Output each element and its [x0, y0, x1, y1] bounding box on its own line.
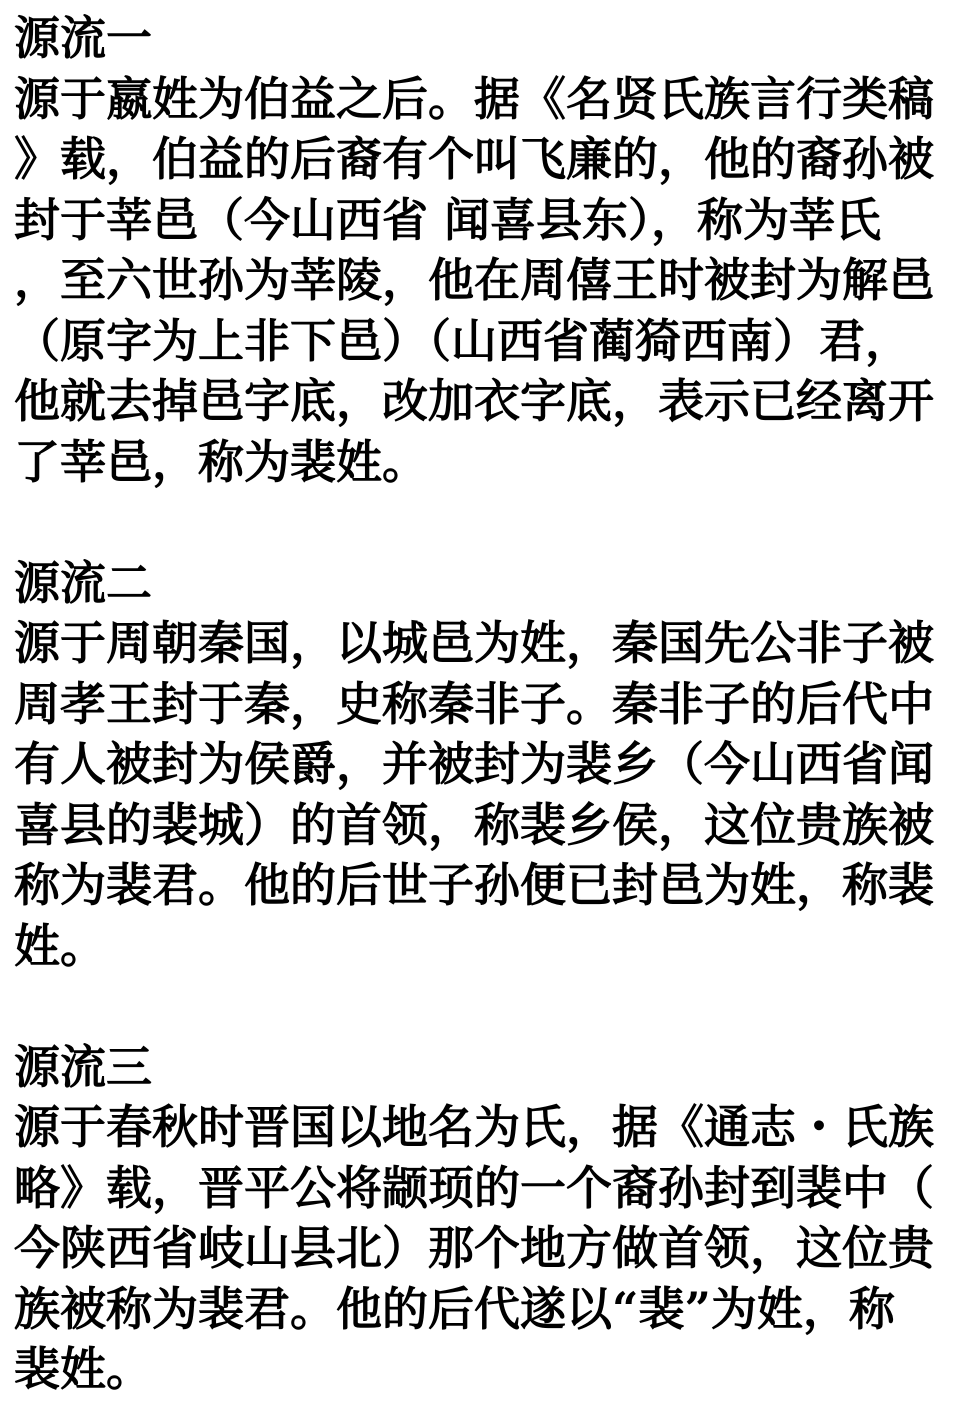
paragraph-line: 裴姓。: [14, 1342, 152, 1396]
paragraph-line: 封于莘邑（今山西省 闻喜县东），称为莘氏: [14, 192, 882, 247]
section-heading: 源流二: [14, 555, 152, 610]
origin-section-3: [14, 1037, 966, 1400]
paragraph-line: 》载，伯益的后裔有个叫飞廉的，他的裔孙被: [14, 132, 934, 186]
paragraph-line: 姓。: [14, 918, 106, 973]
paragraph-line: 了莘邑，称为裴姓。: [14, 434, 428, 489]
paragraph-line: ，至六世孙为莘陵，他在周僖王时被封为解邑: [14, 253, 934, 307]
paragraph-line: 源于春秋时晋国以地名为氏，据《通志・氏族: [14, 1100, 934, 1154]
paragraph-line: 源于周朝秦国，以城邑为姓，秦国先公非子被: [14, 616, 934, 670]
paragraph-line: （原字为上非下邑）（山西省蔺猗西南）君，: [14, 313, 911, 368]
paragraph-line: 源于嬴姓为伯益之后。据《名贤氏族言行类稿: [14, 71, 934, 126]
paragraph-line: 周孝王封于秦，史称秦非子。秦非子的后代中: [14, 676, 934, 731]
origin-section-1: [14, 8, 966, 492]
section-heading: 源流一: [14, 11, 152, 65]
paragraph-line: 今陕西省岐山县北）那个地方做首领，这位贵: [14, 1221, 934, 1275]
paragraph-line: 他就去掉邑字底，改加衣字底，表示已经离开: [14, 374, 934, 428]
paragraph-line: 有人被封为侯爵，并被封为裴乡（今山西省闻: [14, 737, 934, 791]
origin-section-2: [14, 553, 966, 977]
section-heading: 源流三: [14, 1039, 152, 1094]
paragraph-line: 喜县的裴城）的首领，称裴乡侯，这位贵族被: [14, 797, 934, 852]
paragraph-line: 族被称为裴君。他的后代遂以“裴”为姓，称: [14, 1281, 895, 1336]
paragraph-line: 略》载，晋平公将颛顼的一个裔孙封到裴中（: [14, 1160, 934, 1215]
paragraph-line: 称为裴君。他的后世子孙便已封邑为姓，称裴: [14, 858, 934, 912]
